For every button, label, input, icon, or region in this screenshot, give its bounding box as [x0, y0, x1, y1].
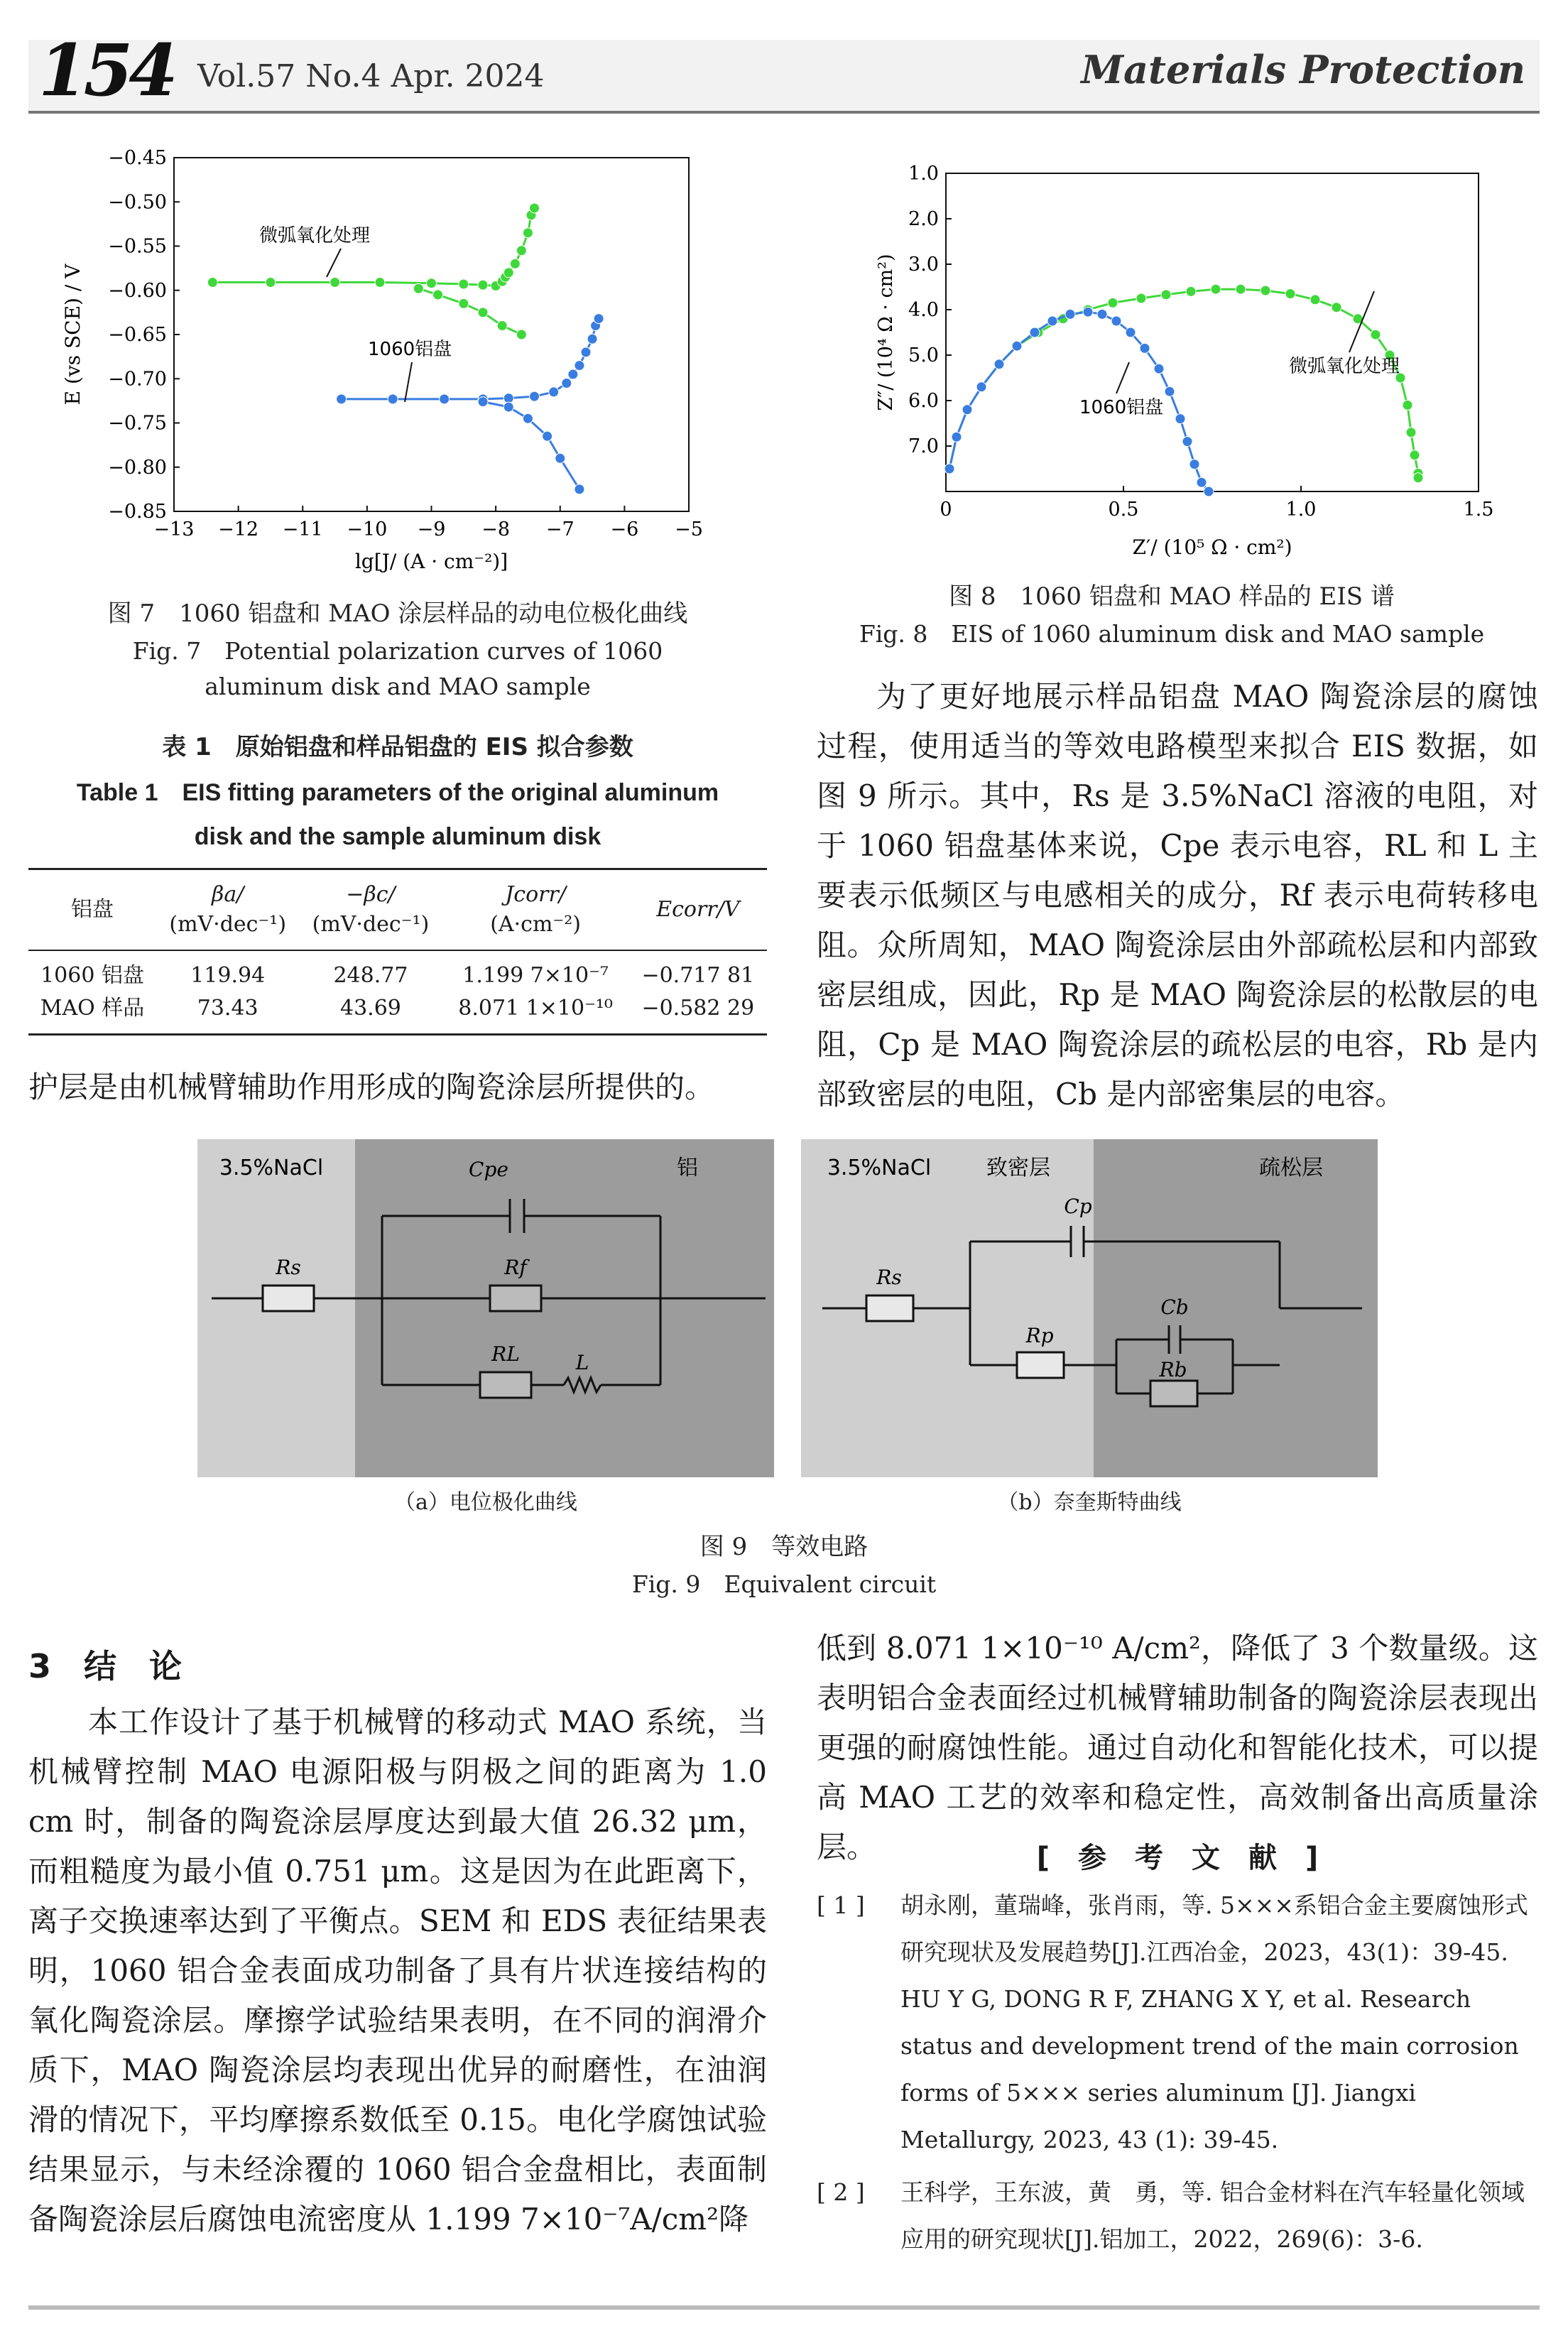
data-point: [459, 279, 469, 289]
table-row: MAO 样品 73.43 43.69 8.071 1×10⁻¹⁰ −0.582 29: [40, 996, 755, 1021]
leader-line: [327, 249, 341, 277]
data-point: [594, 314, 604, 324]
data-point: [568, 369, 578, 379]
data-point: [1204, 487, 1214, 496]
x-tick-label: −8: [481, 518, 511, 540]
fig9a-caption: （a）电位极化曲线: [394, 1490, 577, 1515]
y-tick-label: −0.80: [108, 456, 167, 479]
data-point: [337, 394, 347, 404]
series-line: [949, 289, 1418, 478]
x-tick-label: −10: [347, 518, 388, 540]
x-tick-label: −7: [545, 518, 575, 540]
x-tick-label: −12: [218, 518, 259, 540]
data-point: [523, 228, 533, 238]
data-point: [1310, 295, 1320, 305]
table1-col-header: 铝盘: [71, 897, 114, 922]
y-tick-label: −0.55: [108, 235, 167, 258]
fig8-eis-chart: [866, 149, 1520, 575]
y-tick-label: −0.65: [108, 324, 167, 346]
data-point: [962, 405, 972, 415]
table1-col-header: βa/ (mV·dec⁻¹): [169, 882, 287, 937]
data-point: [433, 290, 443, 300]
svg-text:疏松层: 疏松层: [1259, 1156, 1323, 1180]
data-point: [530, 203, 540, 213]
series-label-mao: 微弧氧化处理: [1289, 356, 1400, 377]
y-tick-label: 6.0: [908, 390, 939, 412]
data-point: [375, 278, 385, 288]
x-tick-label: 1.0: [1285, 499, 1317, 521]
data-point: [1261, 286, 1270, 295]
data-point: [994, 359, 1004, 369]
data-point: [510, 259, 520, 268]
data-point: [266, 278, 276, 288]
conclusion-right: 低到 8.071 1×10⁻¹⁰ A/cm²，降低了 3 个数量级。这表明铝合金表面经过机械臂辅助制备的陶瓷涂层表现出更强的耐腐蚀性能。通过自动化和智能化技术，可以提高 MAO 工艺的效率和稳定性，高效制备出高质量涂层。: [817, 1631, 1538, 1864]
data-point: [1189, 460, 1199, 469]
series-label-al: 1060铝盘: [1079, 397, 1164, 418]
table1-col-header: Jcorr/ (A·cm⁻²): [490, 882, 581, 937]
page-number: 154: [38, 28, 174, 112]
data-point: [1030, 327, 1040, 337]
fig8-cn-caption: 图 8 1060 铝盘和 MAO 样品的 EIS 谱: [949, 582, 1395, 611]
y-axis-label: Z″/ (10⁴ Ω · cm²): [875, 254, 897, 411]
y-tick-label: −0.85: [108, 501, 167, 523]
fig9-cn-caption: 图 9 等效电路: [699, 1533, 869, 1561]
svg-text:3.5%NaCl: 3.5%NaCl: [219, 1156, 324, 1180]
y-tick-label: 1.0: [908, 163, 939, 185]
data-point: [1175, 414, 1185, 424]
data-point: [944, 464, 954, 474]
data-point: [1403, 400, 1412, 410]
data-point: [1285, 289, 1295, 299]
x-tick-label: 1.5: [1463, 499, 1494, 521]
data-point: [1165, 386, 1175, 396]
data-point: [503, 393, 513, 403]
data-point: [516, 330, 526, 339]
data-point: [1410, 450, 1420, 460]
data-point: [1197, 477, 1207, 487]
table1-col-header: −βc/ (mV·dec⁻¹): [312, 882, 430, 937]
svg-text:Rf: Rf: [504, 1256, 527, 1279]
data-point: [478, 280, 488, 290]
data-point: [530, 391, 540, 401]
svg-text:Rs: Rs: [876, 1266, 902, 1289]
table1-en-title-2: disk and the sample aluminum disk: [194, 823, 601, 850]
svg-text:Rb: Rb: [1159, 1358, 1187, 1381]
y-tick-label: −0.45: [108, 147, 167, 169]
x-tick-label: −5: [675, 518, 703, 540]
data-point: [1154, 364, 1164, 374]
svg-text:致密层: 致密层: [986, 1156, 1050, 1180]
fig7-cn-caption: 图 7 1060 铝盘和 MAO 涂层样品的动电位极化曲线: [107, 599, 688, 628]
svg-text:RL: RL: [491, 1342, 520, 1366]
data-point: [1083, 307, 1093, 317]
data-point: [1186, 286, 1196, 296]
data-point: [1406, 428, 1416, 438]
body-text-right-top: 为了更好地展示样品铝盘 MAO 陶瓷涂层的腐蚀过程，使用适当的等效电路模型来拟合 EIS 数据，如图 9 所示。其中，Rs 是 3.5%NaCl 溶液的电阻，对于 1060 铝盘基体来说，Cpe 表示电容，RL 和 L 主要表示低频区与电感相关的成分，Rf 表示电荷转移电阻。众所周知，MAO 陶瓷涂层由外部疏松层和内部致密层组成，因此，Rp 是 MAO 陶瓷涂层的松散层的电阻，Cp 是 MAO 陶瓷涂层的疏松层的电容，Rb 是内部致密层的电阻，Cb 是内部密集层的电容。: [817, 679, 1538, 1112]
table1-col-header: Ecorr/V: [656, 897, 740, 922]
data-point: [1413, 473, 1423, 483]
data-point: [503, 402, 513, 412]
series-label-mao: 微弧氧化处理: [259, 225, 371, 246]
data-point: [543, 431, 552, 441]
reference-item: [ 2 ] 王科学，王东波，黄 勇，等. 铝合金材料在汽车轻量化领域应用的研究现状[J].铝加工，2022，269(6)：3-6.: [817, 2178, 1525, 2253]
x-tick-label: −13: [153, 518, 195, 540]
data-point: [575, 361, 584, 371]
y-tick-label: 4.0: [908, 299, 939, 321]
leader-line: [405, 362, 412, 402]
data-point: [562, 378, 572, 388]
data-point: [1111, 316, 1121, 326]
svg-text:L: L: [575, 1351, 589, 1374]
data-point: [1012, 341, 1022, 351]
table1-cn-title: 表 1 原始铝盘和样品铝盘的 EIS 拟合参数: [162, 733, 633, 761]
y-tick-label: −0.70: [108, 368, 167, 391]
table1-en-title-1: Table 1 EIS fitting parameters of the original aluminum: [76, 779, 719, 806]
fig7-en-caption-2: aluminum disk and MAO sample: [205, 673, 591, 700]
footer-rule: [28, 2305, 1540, 2310]
data-point: [388, 394, 398, 404]
y-tick-label: 3.0: [908, 254, 939, 276]
leader-line: [1116, 362, 1129, 393]
x-axis-label: lg[J/ (A · cm⁻²)]: [354, 550, 508, 573]
y-tick-label: −0.60: [108, 279, 167, 302]
data-point: [1140, 343, 1150, 353]
y-tick-label: −0.50: [108, 191, 167, 214]
data-point: [497, 321, 507, 331]
data-point: [952, 432, 962, 442]
svg-text:Cpe: Cpe: [469, 1158, 508, 1181]
data-point: [478, 308, 488, 317]
plot-frame: [946, 173, 1479, 491]
data-point: [330, 278, 340, 288]
svg-text:Rp: Rp: [1025, 1324, 1054, 1347]
svg-text:铝: 铝: [677, 1156, 698, 1180]
series-line: [212, 208, 534, 286]
data-point: [1161, 290, 1171, 300]
svg-text:Cb: Cb: [1160, 1295, 1189, 1319]
data-point: [976, 382, 986, 392]
svg-text:Rs: Rs: [276, 1256, 301, 1279]
data-point: [581, 347, 591, 357]
svg-text:3.5%NaCl: 3.5%NaCl: [827, 1156, 932, 1180]
data-point: [575, 484, 584, 494]
fig8-en-caption: Fig. 8 EIS of 1060 aluminum disk and MAO sample: [859, 620, 1485, 648]
fig9b-circuit: [801, 1139, 1378, 1477]
table-row: 1060 铝盘 119.94 248.77 1.199 7×10⁻⁷ −0.717 81: [40, 963, 755, 988]
data-point: [1236, 284, 1246, 294]
data-point: [1211, 284, 1221, 294]
data-point: [1065, 309, 1075, 319]
fig7-en-caption-1: Fig. 7 Potential polarization curves of 1060: [132, 637, 663, 665]
x-axis-label: Z′/ (10⁵ Ω · cm²): [1132, 536, 1292, 559]
fig9a-circuit: [197, 1139, 774, 1477]
data-point: [549, 387, 559, 397]
data-point: [1332, 303, 1341, 313]
data-point: [478, 397, 488, 407]
x-tick-label: −9: [417, 518, 446, 540]
y-tick-label: −0.75: [108, 412, 167, 435]
x-tick-label: 0: [940, 499, 952, 521]
fig9-en-caption: Fig. 9 Equivalent circuit: [631, 1570, 937, 1598]
y-axis-label: E (vs SCE) / V: [61, 263, 85, 406]
data-point: [1136, 293, 1146, 303]
y-tick-label: 5.0: [908, 344, 939, 366]
data-point: [413, 283, 423, 293]
journal-masthead: Materials Protection: [1081, 47, 1525, 92]
x-tick-label: −11: [282, 518, 323, 540]
data-point: [523, 413, 533, 423]
fig9b-caption: （b）奈奎斯特曲线: [997, 1490, 1182, 1515]
data-point: [207, 278, 217, 288]
data-point: [427, 278, 437, 288]
svg-text:Cp: Cp: [1064, 1195, 1092, 1218]
body-text-left-top: 护层是由机械臂辅助作用形成的陶瓷涂层所提供的。: [28, 1070, 715, 1104]
data-point: [459, 298, 469, 308]
x-tick-label: 0.5: [1108, 499, 1139, 521]
data-point: [1108, 298, 1118, 308]
data-point: [1047, 316, 1057, 326]
data-point: [587, 334, 597, 344]
data-point: [555, 453, 565, 463]
section-heading: 3 结 论: [28, 1647, 183, 1685]
plot-frame: [174, 158, 689, 511]
data-point: [516, 246, 526, 256]
data-point: [1126, 327, 1136, 337]
data-point: [1371, 330, 1381, 339]
y-tick-label: 7.0: [908, 435, 939, 457]
y-tick-label: 2.0: [908, 208, 939, 230]
fig7-polarization-chart: [28, 142, 739, 582]
x-tick-label: −6: [610, 518, 639, 540]
references-heading: [ 参 考 文 献 ]: [1036, 1842, 1319, 1874]
series-label-al: 1060铝盘: [368, 339, 452, 360]
data-point: [440, 394, 450, 404]
data-point: [503, 268, 513, 278]
table1: [28, 868, 767, 1036]
leader-line: [1349, 291, 1374, 352]
reference-item: [ 1 ] 胡永刚，董瑞峰，张肖雨，等. 5×××系铝合金主要腐蚀形式研究现状及发展趋势[J].江西冶金，2023，43(1)：39-45. HU Y G, DONG R F, ZHANG X Y, et al. Research status and development trend of the main corrosion forms of 5××× series aluminum [J]. Jiangxi Metallurgy, 2023, 43 (1): 39-45.: [817, 1891, 1528, 2153]
conclusion-left: 本工作设计了基于机械臂的移动式 MAO 系统，当机械臂控制 MAO 电源阳极与阴极之间的距离为 1.0 cm 时，制备的陶瓷涂层厚度达到最大值 26.32 μm，而粗糙度为最小值 0.751 μm。这是因为在此距离下，离子交换速率达到了平衡点。SEM 和 EDS 表征结果表明，1060 铝合金表面成功制备了具有片状连接结构的氧化陶瓷涂层。摩擦学试验结果表明，在不同的润滑介质下，MAO 陶瓷涂层均表现出优异的耐磨性，在油润滑的情况下，平均摩擦系数低至 0.15。电化学腐蚀试验结果显示，与未经涂覆的 1060 铝合金盘相比，表面制备陶瓷涂层后腐蚀电流密度从 1.199 7×10⁻⁷A/cm²降: [28, 1705, 767, 2237]
data-point: [1182, 437, 1192, 447]
journal-info: Vol.57 No.4 Apr. 2024: [197, 58, 545, 94]
data-point: [1097, 309, 1107, 319]
